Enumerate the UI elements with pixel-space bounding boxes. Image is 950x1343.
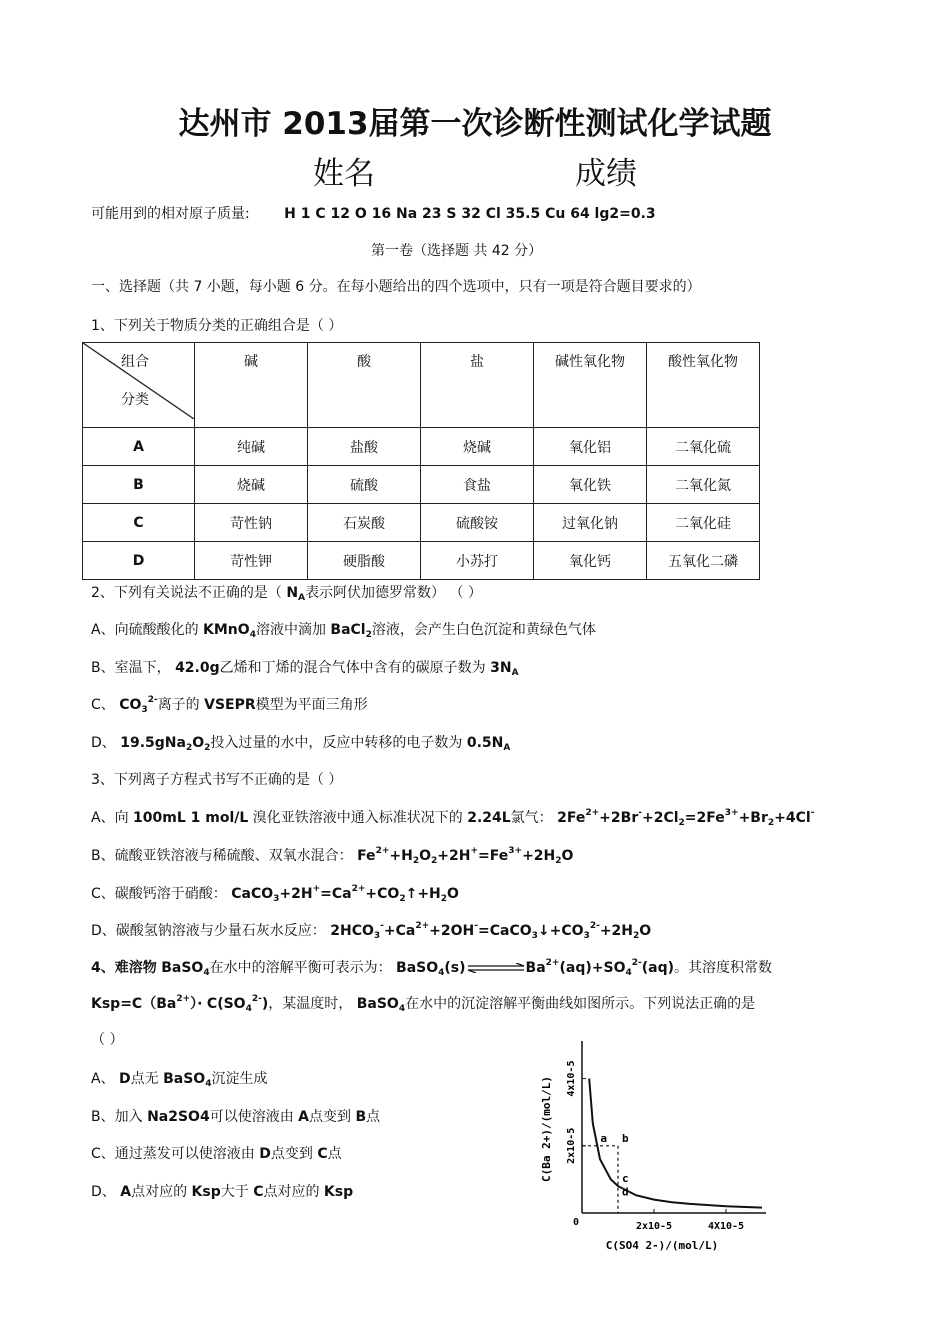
row-label: D xyxy=(83,542,195,580)
table-cell: 氧化铝 xyxy=(534,428,647,466)
table-cell: 硬脂酸 xyxy=(308,542,421,580)
table-cell: 硫酸 xyxy=(308,466,421,504)
point-label-d: d xyxy=(622,1185,629,1199)
table-cell: 氧化钙 xyxy=(534,542,647,580)
table-cell: 五氧化二磷 xyxy=(647,542,760,580)
q4-line-2: $Ksp=C(Ba^{2+})\cdot C(SO_4^{2-})$，某温度时， BaSO$_4$在水中的沉淀溶解平衡曲线如图所示。下列说法正确的是 xyxy=(91,994,756,1014)
q2-option-c: C、 $CO_3^{2-}$离子的 VSEPR模型为平面三角形 xyxy=(91,695,368,715)
column-header: 碱性氧化物 xyxy=(534,343,647,428)
table-cell: 过氧化钠 xyxy=(534,504,647,542)
table-cell: 苛性钾 xyxy=(195,542,308,580)
equilibrium-arrow-icon xyxy=(466,963,526,973)
table-cell: 二氧化硫 xyxy=(647,428,760,466)
q4-line-1: 4、难溶物 BaSO$_4$在水中的溶解平衡可表示为： BaSO$_4$(s) $Ba^{2+}(aq)+SO_4^{2-}(aq)$。其溶度积常数 xyxy=(91,958,772,978)
atomic-mass-label: 可能用到的相对原子质量: xyxy=(91,206,250,222)
column-header: 盐 xyxy=(421,343,534,428)
q4-option-d: D、 A点对应的 Ksp大于 C点对应的 Ksp xyxy=(91,1184,354,1200)
name-label: 姓名 xyxy=(313,156,375,192)
x-tick-label: 0 xyxy=(572,1217,579,1228)
point-label-c: c xyxy=(622,1172,629,1186)
q3-option-d: D、碳酸氢钠溶液与少量石灰水反应： $2HCO_3^-+Ca^{2+}+2OH^-=CaCO_3↓+CO_3^{2-}+2H_2O$ xyxy=(91,921,652,941)
exam-title: 达州市 2013届第一次诊断性测试化学试题 xyxy=(178,106,772,142)
diag-top-label: 组合 xyxy=(121,354,149,370)
ksp-curve xyxy=(589,1079,762,1208)
table-row xyxy=(83,504,760,542)
table-cell: 小苏打 xyxy=(421,542,534,580)
ksp-chart xyxy=(528,1035,768,1255)
table-row xyxy=(83,428,760,466)
y-tick-label: 2x10-5 xyxy=(566,1127,577,1164)
row-label: C xyxy=(83,504,195,542)
column-header: 碱 xyxy=(195,343,308,428)
row-label: A xyxy=(83,428,195,466)
q2-option-b: B、室温下， 42.0g乙烯和丁烯的混合气体中含有的碳原子数为 $3N_A$ xyxy=(91,660,519,678)
q2-stem: 2、下列有关说法不正确的是（ $N_A$表示阿伏加德罗常数） （ ） xyxy=(91,585,482,603)
x-tick-label: 4X10-5 xyxy=(707,1221,745,1232)
x-tick-label: 2x10-5 xyxy=(635,1221,673,1232)
diag-header-cell xyxy=(83,343,195,428)
table-cell: 二氧化硅 xyxy=(647,504,760,542)
table-cell: 硫酸铵 xyxy=(421,504,534,542)
table-cell: 纯碱 xyxy=(195,428,308,466)
q4-answer-blank: （ ） xyxy=(91,1032,124,1048)
q1-stem: 1、下列关于物质分类的正确组合是（ ） xyxy=(91,318,343,334)
table-cell: 盐酸 xyxy=(308,428,421,466)
atomic-mass-values: H 1 C 12 O 16 Na 23 S 32 Cl 35.5 Cu 64 lg2=0.3 xyxy=(284,206,656,222)
q4-option-c: C、通过蒸发可以使溶液由 D点变到 C点 xyxy=(91,1146,342,1162)
q2-option-d: D、 $19.5gNa_2O_2$投入过量的水中，反应中转移的电子数为 $0.5N_A$ xyxy=(91,735,511,753)
point-label-a: a xyxy=(600,1131,608,1145)
column-header: 酸 xyxy=(308,343,421,428)
table-row xyxy=(83,466,760,504)
column-header: 酸性氧化物 xyxy=(647,343,760,428)
x-axis-title: C(SO4 2-)/(mol/L) xyxy=(605,1239,719,1252)
q4-option-a: A、 D点无 BaSO$_4$沉淀生成 xyxy=(91,1071,268,1089)
point-label-b: b xyxy=(622,1131,629,1145)
q3-option-c: C、碳酸钙溶于硝酸： $CaCO_3+2H^+=Ca^{2+}+CO_2↑+H_2O$ xyxy=(91,884,459,904)
q3-option-a: A、向 100mL 1 mol/L 溴化亚铁溶液中通入标准状况下的 2.24L氯气： $2Fe^{2+}+2Br^-+2Cl_2=2Fe^{3+}+Br_2+4Cl^-$ xyxy=(91,808,815,828)
y-tick-label: 4x10-5 xyxy=(566,1060,577,1097)
name-score-line xyxy=(0,148,950,193)
table-cell: 食盐 xyxy=(421,466,534,504)
section-title: 第一卷（选择题 共 42 分） xyxy=(371,243,543,259)
q1-table xyxy=(82,342,760,580)
table-cell: 苛性钠 xyxy=(195,504,308,542)
q4-option-b: B、加入 Na2SO4可以使溶液由 A点变到 B点 xyxy=(91,1109,381,1125)
section-instruction: 一、选择题（共 7 小题，每小题 6 分。在每小题给出的四个选项中，只有一项是符合题目要求的） xyxy=(91,279,701,295)
atomic-mass-line xyxy=(91,203,656,223)
q2-option-a: A、向硫酸酸化的 KMnO$_4$溶液中滴加 BaCl$_2$溶液，会产生白色沉淀和黄绿色气体 xyxy=(91,622,596,640)
row-label: B xyxy=(83,466,195,504)
table-row xyxy=(83,542,760,580)
diag-bottom-label: 分类 xyxy=(121,392,149,408)
table-cell: 烧碱 xyxy=(195,466,308,504)
table-cell: 烧碱 xyxy=(421,428,534,466)
table-cell: 石炭酸 xyxy=(308,504,421,542)
table-cell: 二氧化氮 xyxy=(647,466,760,504)
y-axis-title: C(Ba 2+)/(mol/L) xyxy=(540,1076,553,1182)
q3-option-b: B、硫酸亚铁溶液与稀硫酸、双氧水混合： $Fe^{2+}+H_2O_2+2H^+=Fe^{3+}+2H_2O$ xyxy=(91,846,574,866)
table-cell: 氧化铁 xyxy=(534,466,647,504)
score-label: 成绩 xyxy=(575,156,637,192)
q3-stem: 3、下列离子方程式书写不正确的是（ ） xyxy=(91,772,343,788)
